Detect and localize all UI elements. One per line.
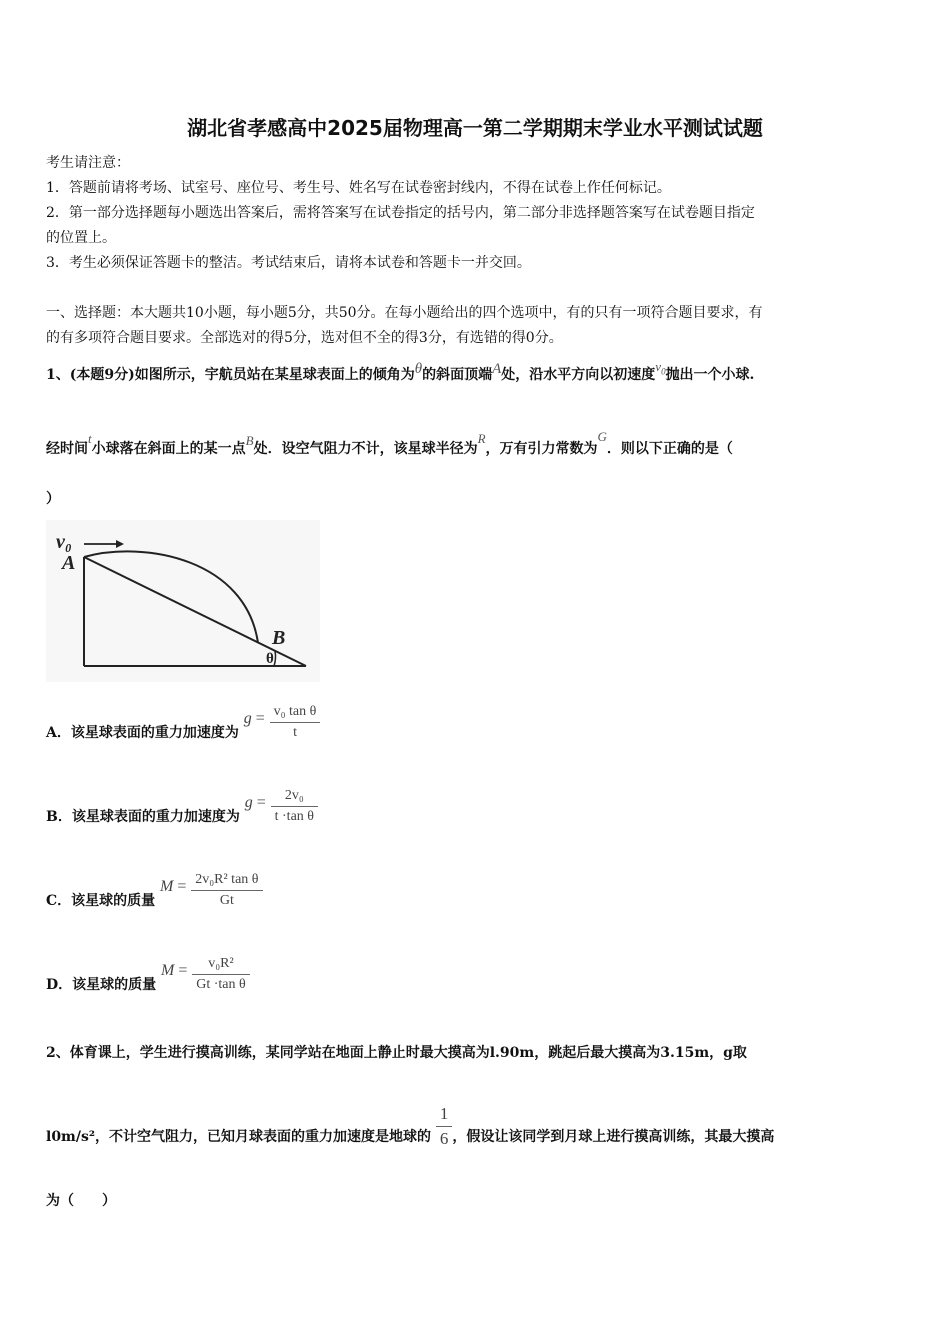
notice-item-2-cont: 的位置上。 (46, 230, 116, 246)
notice-item-2: 2．第一部分选择题每小题选出答案后，需将答案写在试卷指定的括号内，第二部分非选择题答案写在试卷题目指定 (46, 205, 755, 221)
question-2-line1: 2、体育课上，学生进行摸高训练，某同学站在地面上静止时最大摸高为l.90m，跳起后最大摸高为3.15m，g取 (46, 1045, 747, 1061)
question-1-close-paren: ） (46, 491, 60, 507)
page-title: 湖北省孝感高中2025届物理高一第二学期期末学业水平测试试题 (187, 116, 763, 140)
question-1-line1: 1、(本题9分)如图所示，宇航员站在某星球表面上的倾角为θ的斜面顶端A处，沿水平方向以初速度$v_0$抛出一个小球. (46, 359, 755, 383)
math-B: B (245, 433, 254, 448)
notice-item-1: 1．答题前请将考场、试室号、座位号、考生号、姓名写在试卷密封线内，不得在试卷上作任何标记。 (46, 180, 671, 196)
option-B-formula: $\frac{\text{2v₀}}{\text{t ·tan θ}}$ (271, 788, 318, 825)
label-theta: θ (266, 651, 274, 667)
math-theta: θ (414, 361, 423, 377)
notice-heading: 考生请注意： (46, 155, 130, 171)
math-t: t (88, 431, 92, 446)
math-G: G (597, 429, 607, 444)
math-A: A (492, 361, 502, 377)
option-B: B．该星球表面的重力加速度为 g = $\frac{\text{2v₀}}{\text{t ·tan θ}}$ (46, 788, 318, 825)
label-A: A (62, 552, 76, 574)
question-2-line3: 为（ ） (46, 1193, 116, 1209)
math-R: R (477, 431, 486, 446)
question-2-line2: l0m/s²，不计空气阻力，已知月球表面的重力加速度是地球的 $\frac{1}{6}$ ，假设让该同学到月球上进行摸高训练，其最大摸高 (46, 1104, 775, 1148)
question-1-line2: 经时间t小球落在斜面上的某一点B处．设空气阻力不计，该星球半径为R，万有引力常数为G．则以下正确的是（ (46, 429, 733, 457)
option-C-formula: $\frac{\text{2v₀R² tan θ}}{Gt}$ (191, 872, 262, 909)
projectile-slope-figure (46, 520, 320, 682)
fraction-one-sixth: $\frac{1}{6}$ (436, 1104, 453, 1149)
option-D-formula: $\frac{\text{v₀R²}}{\text{Gt ·tan θ}}$ (192, 956, 249, 993)
label-v0: v₀ (56, 531, 72, 553)
option-A-formula: $\frac{\text{v₀ tan θ}}{t}$ (270, 704, 321, 741)
notice-item-3: 3．考生必须保证答题卡的整洁。考试结束后，请将本试卷和答题卡一并交回。 (46, 255, 531, 271)
option-C: C．该星球的质量 M = $\frac{\text{2v₀R² tan θ}}{Gt}$ (46, 872, 263, 909)
section-heading-line2: 的有多项符合题目要求。全部选对的得5分，选对但不全的得3分，有选错的得0分。 (46, 330, 563, 346)
label-B: B (272, 627, 286, 649)
math-v0: $v_0$ (655, 359, 666, 377)
option-D: D．该星球的质量 M = $\frac{\text{v₀R²}}{\text{Gt ·tan θ}}$ (46, 956, 250, 993)
section-heading-line1: 一、选择题：本大题共10小题，每小题5分，共50分。在每小题给出的四个选项中，有的只有一项符合题目要求，有 (46, 305, 763, 321)
option-A: A．该星球表面的重力加速度为 g = $\frac{\text{v₀ tan θ}}{t}$ (46, 704, 320, 741)
